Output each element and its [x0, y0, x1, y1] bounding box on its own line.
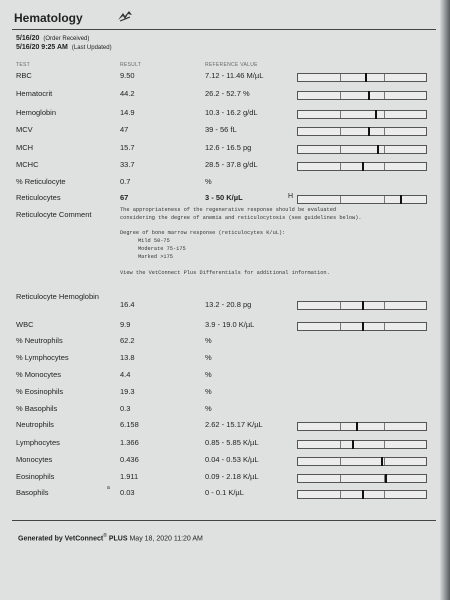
last-updated-line — [16, 44, 112, 51]
test-label: Hemoglobin — [16, 108, 57, 117]
range-gauge — [297, 474, 427, 483]
result-value: 0.7 — [120, 177, 131, 186]
comment-line: The appropriateness of the regenerative response should be evaluated — [120, 207, 337, 213]
footer-divider — [12, 520, 436, 521]
gauge-result-marker — [381, 457, 383, 466]
gauge-high-divider — [384, 111, 385, 118]
footer-registered: ® — [103, 533, 107, 539]
comment-line: Degree of bone marrow response (reticulocytes K/uL): — [120, 230, 286, 236]
range-gauge — [297, 145, 427, 154]
column-header-test: TEST — [16, 62, 30, 68]
test-label: MCV — [16, 125, 33, 134]
gauge-low-divider — [340, 111, 341, 118]
range-gauge — [297, 490, 427, 499]
gauge-high-divider — [384, 128, 385, 135]
gauge-low-divider — [340, 74, 341, 81]
reference-range: 13.2 - 20.8 pg — [205, 300, 252, 309]
range-gauge — [297, 440, 427, 449]
reference-range: 26.2 - 52.7 % — [205, 89, 250, 98]
test-label: Reticulocyte Comment — [16, 210, 92, 219]
result-value: 0.03 — [120, 488, 135, 497]
reference-range: % — [205, 353, 212, 362]
order-date: 5/16/20 — [16, 35, 40, 42]
report-title: Hematology — [14, 11, 83, 25]
gauge-result-marker — [362, 162, 364, 171]
result-value: 16.4 — [120, 300, 135, 309]
reference-range: 0.09 - 2.18 K/µL — [205, 472, 259, 481]
gauge-result-marker — [365, 73, 367, 82]
test-label: Basophils — [16, 488, 49, 497]
vetconnect-logo-icon — [117, 10, 133, 22]
reference-range: 3 - 50 K/µL — [205, 193, 243, 202]
gauge-result-marker — [377, 145, 379, 154]
test-label: Monocytes — [16, 455, 53, 464]
gauge-result-marker — [362, 322, 364, 331]
gauge-low-divider — [340, 128, 341, 135]
gauge-high-divider — [384, 302, 385, 309]
reference-range: 0.85 - 5.85 K/µL — [205, 438, 259, 447]
gauge-high-divider — [384, 196, 385, 203]
result-value: 67 — [120, 193, 129, 202]
comment-line: Mild 50-75 — [138, 238, 170, 244]
reference-range: % — [205, 177, 212, 186]
updated-note: (Last Updated) — [71, 45, 112, 51]
gauge-result-marker — [368, 91, 370, 100]
result-value: 44.2 — [120, 89, 135, 98]
footer-plus: PLUS — [108, 535, 128, 543]
test-label: MCH — [16, 143, 34, 152]
reference-range: 39 - 56 fL — [205, 125, 237, 134]
result-value: 0.3 — [120, 404, 131, 413]
column-header-result: RESULT — [120, 62, 142, 68]
gauge-low-divider — [340, 491, 341, 498]
reference-range: 3.9 - 19.0 K/µL — [205, 320, 255, 329]
gauge-result-marker — [362, 490, 364, 499]
gauge-high-divider — [384, 491, 385, 498]
test-label: MCHC — [16, 160, 39, 169]
test-label: Eosinophils — [16, 472, 55, 481]
result-value: 6.158 — [120, 420, 139, 429]
gauge-result-marker — [385, 474, 387, 483]
result-value: 9.9 — [120, 320, 131, 329]
range-gauge — [297, 127, 427, 136]
gauge-high-divider — [384, 163, 385, 170]
footer-timestamp: May 18, 2020 11:20 AM — [129, 535, 203, 543]
range-gauge — [297, 457, 427, 466]
gauge-low-divider — [340, 92, 341, 99]
gauge-high-divider — [384, 92, 385, 99]
comment-line: View the VetConnect Plus Differentials for additional information. — [120, 270, 330, 276]
gauge-result-marker — [352, 440, 354, 449]
updated-date: 5/16/20 9:25 AM — [16, 44, 68, 51]
reference-range: 0.04 - 0.53 K/µL — [205, 455, 259, 464]
range-gauge — [297, 73, 427, 82]
order-note: (Order Received) — [43, 36, 90, 42]
gauge-low-divider — [340, 163, 341, 170]
range-gauge — [297, 195, 427, 204]
column-header-reference: REFERENCE VALUE — [205, 62, 258, 68]
gauge-low-divider — [340, 323, 341, 330]
test-label: RBC — [16, 71, 32, 80]
gauge-low-divider — [340, 441, 341, 448]
gauge-high-divider — [384, 423, 385, 430]
result-value: 13.8 — [120, 353, 135, 362]
comment-line: Moderate 75-175 — [138, 246, 186, 252]
reference-range: 28.5 - 37.8 g/dL — [205, 160, 258, 169]
result-value: 14.9 — [120, 108, 135, 117]
result-value: 62.2 — [120, 336, 135, 345]
gauge-high-divider — [384, 458, 385, 465]
test-label: Reticulocytes — [16, 193, 61, 202]
title-divider — [12, 29, 436, 30]
gauge-high-divider — [384, 323, 385, 330]
test-label: % Reticulocyte — [16, 177, 66, 186]
reference-range: 7.12 - 11.46 M/µL — [205, 71, 264, 80]
gauge-result-marker — [400, 195, 402, 204]
test-label: Lymphocytes — [16, 438, 60, 447]
test-label: % Lymphocytes — [16, 353, 69, 362]
range-gauge — [297, 110, 427, 119]
gauge-high-divider — [384, 74, 385, 81]
gauge-result-marker — [362, 301, 364, 310]
result-value: 9.50 — [120, 71, 135, 80]
result-value: 19.3 — [120, 387, 135, 396]
reference-range: 2.62 - 15.17 K/µL — [205, 420, 263, 429]
reference-range: 0 - 0.1 K/µL — [205, 488, 244, 497]
result-value: 1.366 — [120, 438, 139, 447]
range-gauge — [297, 422, 427, 431]
result-value: 4.4 — [120, 370, 131, 379]
gauge-result-marker — [368, 127, 370, 136]
comment-line: considering the degree of anemia and reticulocytosis (see guidelines below). — [120, 215, 362, 221]
comment-line: Marked >175 — [138, 254, 173, 260]
test-label: % Neutrophils — [16, 336, 63, 345]
gauge-high-divider — [384, 441, 385, 448]
test-label: % Monocytes — [16, 370, 62, 379]
reticulocyte-comment-text — [120, 206, 440, 277]
reference-range: 10.3 - 16.2 g/dL — [205, 108, 258, 117]
gauge-low-divider — [340, 302, 341, 309]
gauge-result-marker — [356, 422, 358, 431]
reference-range: % — [205, 404, 212, 413]
test-label: % Basophils — [16, 404, 58, 413]
range-gauge — [297, 301, 427, 310]
gauge-high-divider — [384, 146, 385, 153]
footer-prefix: Generated by VetConnect — [18, 535, 104, 543]
gauge-low-divider — [340, 146, 341, 153]
gauge-result-marker — [375, 110, 377, 119]
paper-edge-shadow — [440, 0, 450, 600]
range-gauge — [297, 162, 427, 171]
result-value: 15.7 — [120, 143, 135, 152]
reference-range: % — [205, 336, 212, 345]
test-label: Reticulocyte Hemoglobin — [16, 292, 99, 301]
result-value: 1.911 — [120, 472, 139, 481]
test-label: Hematocrit — [16, 89, 53, 98]
result-flag: H — [288, 193, 294, 200]
test-label: WBC — [16, 320, 34, 329]
order-received-line — [16, 35, 89, 42]
gauge-low-divider — [340, 423, 341, 430]
result-value: 0.436 — [120, 455, 139, 464]
gauge-low-divider — [340, 458, 341, 465]
range-gauge — [297, 91, 427, 100]
gauge-low-divider — [340, 475, 341, 482]
reference-range: % — [205, 387, 212, 396]
result-value: 47 — [120, 125, 129, 134]
footer — [18, 533, 203, 542]
reference-range: 12.6 - 16.5 pg — [205, 143, 252, 152]
range-gauge — [297, 322, 427, 331]
result-value: 33.7 — [120, 160, 135, 169]
reference-range: % — [205, 370, 212, 379]
result-flag: a — [107, 485, 110, 491]
gauge-low-divider — [340, 196, 341, 203]
test-label: Neutrophils — [16, 420, 54, 429]
test-label: % Eosinophils — [16, 387, 64, 396]
